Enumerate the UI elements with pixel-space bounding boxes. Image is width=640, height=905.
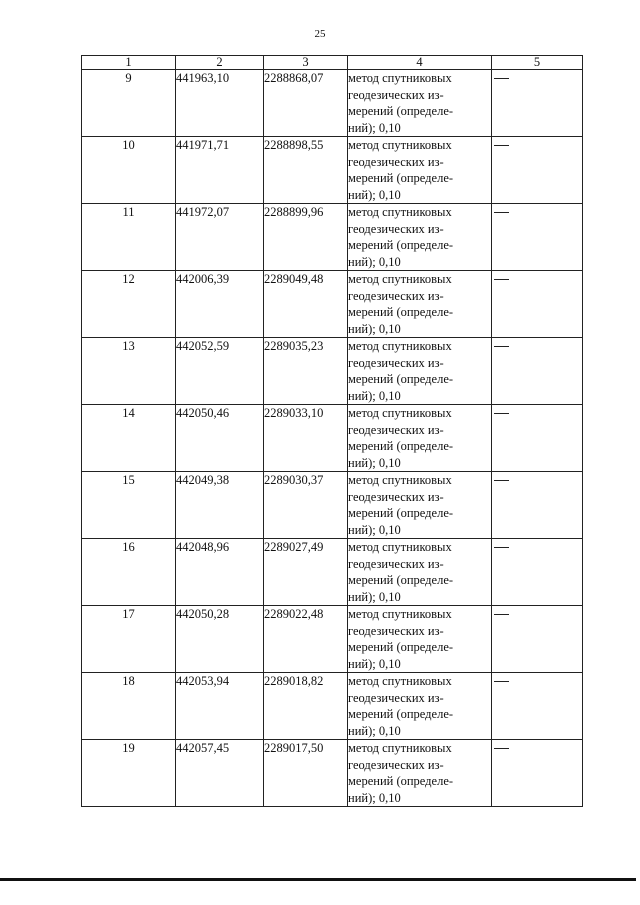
method-line: геодезических из-: [348, 154, 444, 169]
method-line: ний); 0,10: [348, 388, 401, 403]
method-line: ний); 0,10: [348, 120, 401, 135]
dash-mark: [494, 78, 509, 79]
method-line: мерений (определе-: [348, 439, 454, 453]
method-line: ний); 0,10: [348, 321, 401, 336]
column-header: 2: [176, 56, 264, 70]
y-coordinate-cell: 2289027,49: [264, 539, 348, 606]
method-line: метод спутниковых: [348, 540, 452, 554]
method-line: метод спутниковых: [348, 607, 452, 621]
dash-mark: [494, 145, 509, 146]
bottom-rule: [0, 878, 636, 881]
y-coordinate-cell: 2289033,10: [264, 405, 348, 472]
method-line: метод спутниковых: [348, 339, 452, 353]
method-line: геодезических из-: [348, 422, 444, 437]
method-line: геодезических из-: [348, 288, 444, 303]
note-cell: [492, 405, 583, 472]
table-row: [82, 137, 583, 204]
column-header: 5: [492, 56, 583, 70]
method-cell: [348, 271, 492, 338]
dash-mark: [494, 681, 509, 682]
x-coordinate-cell: 442048,96: [176, 539, 264, 606]
method-line: ний); 0,10: [348, 790, 401, 805]
method-line: метод спутниковых: [348, 272, 452, 286]
y-coordinate-cell: 2289018,82: [264, 673, 348, 740]
table-row: [82, 271, 583, 338]
column-header: 4: [348, 56, 492, 70]
table-row: [82, 472, 583, 539]
point-number-cell: 9: [82, 70, 176, 137]
method-line: мерений (определе-: [348, 640, 454, 654]
dash-mark: [494, 212, 509, 213]
column-header: 3: [264, 56, 348, 70]
method-line: геодезических из-: [348, 87, 444, 102]
table-header-row: [82, 56, 583, 70]
method-line: мерений (определе-: [348, 506, 454, 520]
method-cell: [348, 539, 492, 606]
x-coordinate-cell: 442050,46: [176, 405, 264, 472]
method-line: мерений (определе-: [348, 171, 454, 185]
x-coordinate-cell: 441963,10: [176, 70, 264, 137]
method-line: метод спутниковых: [348, 406, 452, 420]
note-cell: [492, 673, 583, 740]
method-line: метод спутниковых: [348, 473, 452, 487]
x-coordinate-cell: 442006,39: [176, 271, 264, 338]
y-coordinate-cell: 2289017,50: [264, 740, 348, 807]
y-coordinate-cell: 2289030,37: [264, 472, 348, 539]
table-row: [82, 740, 583, 807]
method-line: геодезических из-: [348, 556, 444, 571]
method-line: мерений (определе-: [348, 372, 454, 386]
note-cell: [492, 70, 583, 137]
method-cell: [348, 137, 492, 204]
x-coordinate-cell: 442057,45: [176, 740, 264, 807]
method-line: ний); 0,10: [348, 187, 401, 202]
point-number-cell: 10: [82, 137, 176, 204]
note-cell: [492, 539, 583, 606]
point-number-cell: 12: [82, 271, 176, 338]
point-number-cell: 17: [82, 606, 176, 673]
method-cell: [348, 70, 492, 137]
point-number-cell: 16: [82, 539, 176, 606]
note-cell: [492, 606, 583, 673]
point-number-cell: 14: [82, 405, 176, 472]
note-cell: [492, 338, 583, 405]
method-line: геодезических из-: [348, 355, 444, 370]
table-row: [82, 70, 583, 137]
method-line: геодезических из-: [348, 690, 444, 705]
dash-mark: [494, 614, 509, 615]
x-coordinate-cell: 441971,71: [176, 137, 264, 204]
method-line: мерений (определе-: [348, 104, 454, 118]
y-coordinate-cell: 2288898,55: [264, 137, 348, 204]
note-cell: [492, 137, 583, 204]
method-line: ний); 0,10: [348, 522, 401, 537]
method-line: метод спутниковых: [348, 741, 452, 755]
method-line: ний); 0,10: [348, 254, 401, 269]
y-coordinate-cell: 2288899,96: [264, 204, 348, 271]
method-line: метод спутниковых: [348, 205, 452, 219]
method-cell: [348, 204, 492, 271]
table-body: [82, 70, 583, 807]
dash-mark: [494, 413, 509, 414]
x-coordinate-cell: 442052,59: [176, 338, 264, 405]
dash-mark: [494, 748, 509, 749]
y-coordinate-cell: 2288868,07: [264, 70, 348, 137]
method-line: мерений (определе-: [348, 305, 454, 319]
method-cell: [348, 740, 492, 807]
method-line: мерений (определе-: [348, 774, 454, 788]
note-cell: [492, 740, 583, 807]
x-coordinate-cell: 442049,38: [176, 472, 264, 539]
x-coordinate-cell: 442053,94: [176, 673, 264, 740]
method-line: метод спутниковых: [348, 674, 452, 688]
x-coordinate-cell: 442050,28: [176, 606, 264, 673]
dash-mark: [494, 279, 509, 280]
table-row: [82, 204, 583, 271]
note-cell: [492, 204, 583, 271]
method-line: геодезических из-: [348, 221, 444, 236]
method-line: ний); 0,10: [348, 589, 401, 604]
x-coordinate-cell: 441972,07: [176, 204, 264, 271]
point-number-cell: 13: [82, 338, 176, 405]
method-cell: [348, 472, 492, 539]
y-coordinate-cell: 2289022,48: [264, 606, 348, 673]
method-line: метод спутниковых: [348, 138, 452, 152]
method-cell: [348, 606, 492, 673]
coordinates-table: [81, 55, 583, 807]
method-line: геодезических из-: [348, 757, 444, 772]
method-line: метод спутниковых: [348, 71, 452, 85]
dash-mark: [494, 480, 509, 481]
column-header: 1: [82, 56, 176, 70]
method-line: геодезических из-: [348, 623, 444, 638]
table-row: [82, 338, 583, 405]
point-number-cell: 15: [82, 472, 176, 539]
table-row: [82, 673, 583, 740]
method-cell: [348, 405, 492, 472]
table-row: [82, 606, 583, 673]
point-number-cell: 19: [82, 740, 176, 807]
method-line: ний); 0,10: [348, 656, 401, 671]
y-coordinate-cell: 2289049,48: [264, 271, 348, 338]
y-coordinate-cell: 2289035,23: [264, 338, 348, 405]
table-row: [82, 405, 583, 472]
dash-mark: [494, 346, 509, 347]
method-line: ний); 0,10: [348, 723, 401, 738]
note-cell: [492, 271, 583, 338]
method-line: ний); 0,10: [348, 455, 401, 470]
point-number-cell: 18: [82, 673, 176, 740]
point-number-cell: 11: [82, 204, 176, 271]
method-line: мерений (определе-: [348, 573, 454, 587]
page-number: 25: [314, 28, 326, 40]
note-cell: [492, 472, 583, 539]
method-line: мерений (определе-: [348, 707, 454, 721]
method-line: геодезических из-: [348, 489, 444, 504]
table-row: [82, 539, 583, 606]
method-cell: [348, 673, 492, 740]
method-cell: [348, 338, 492, 405]
method-line: мерений (определе-: [348, 238, 454, 252]
dash-mark: [494, 547, 509, 548]
